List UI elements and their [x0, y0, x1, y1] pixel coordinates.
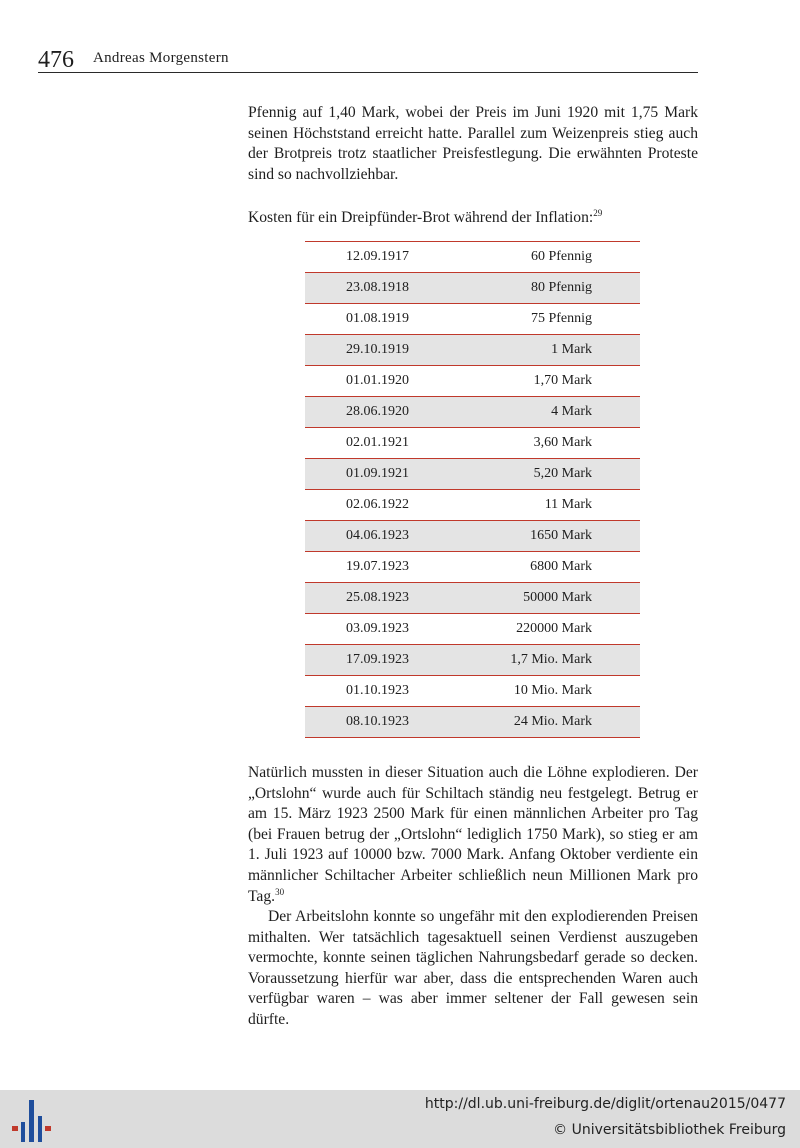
date-cell: 01.09.1921: [346, 466, 409, 481]
date-cell: 12.09.1917: [346, 249, 409, 264]
caption-text: Kosten für ein Dreipfünder-Brot während der Inflation:: [248, 209, 594, 226]
table-row: [305, 583, 640, 614]
table-row: [305, 242, 640, 273]
footnote-ref-29: 29: [593, 208, 603, 218]
price-cell: 11 Mark: [544, 497, 592, 512]
table-row: [305, 645, 640, 676]
footer-bar: [0, 1090, 800, 1148]
date-cell: 01.01.1920: [346, 373, 409, 388]
table-row: [305, 428, 640, 459]
paragraph-3: Der Arbeitslohn konnte so ungefähr mit den explodierenden Preisen mithalten. Wer tatsächlich tagesaktuell seinen Verdienst auszugeben vermochte, konnte seinen täglichen Nahrungsbedarf gerade so decken. Voraussetzung hierfür war aber, dass die entsprechenden Waren auch verfügbar waren – was aber immer seltener der Fall gewesen sein dürfte.: [248, 908, 698, 1028]
date-cell: 08.10.1923: [346, 714, 409, 729]
bread-price-table: [305, 241, 640, 738]
ub-freiburg-logo-icon: [12, 1100, 52, 1142]
table-row: [305, 614, 640, 645]
price-cell: 4 Mark: [551, 404, 592, 419]
date-cell: 19.07.1923: [346, 559, 409, 574]
document-url-link[interactable]: http://dl.ub.uni-freiburg.de/diglit/ortenau2015/0477: [424, 1096, 786, 1112]
date-cell: 03.09.1923: [346, 621, 409, 636]
page-number: 476: [38, 47, 74, 73]
date-cell: 29.10.1919: [346, 342, 409, 357]
table-row: [305, 459, 640, 490]
price-cell: 1,7 Mio. Mark: [510, 652, 592, 667]
date-cell: 23.08.1918: [346, 280, 409, 295]
price-cell: 75 Pfennig: [530, 311, 592, 326]
running-head-author: Andreas Morgenstern: [93, 50, 229, 66]
paragraph-2-text: Natürlich mussten in dieser Situation auch die Löhne explodieren. Der „Ortslohn“ wurde auch für Schiltach ständig neu festgelegt. Betrug er am 15. März 1923 2500 Mark für einen männlichen Arbeiter pro Tag (bei Frauen betrug der „Ortslohn“ lediglich 1750 Mark), so stieg er am 1. Juli 1923 auf 10000 bzw. 7000 Mark. Anfang Oktober verdiente ein männlicher Schiltacher Arbeiter schließlich neun Millionen Mark pro Tag.: [248, 764, 698, 905]
price-cell: 1650 Mark: [530, 528, 592, 543]
table-caption: [248, 208, 698, 229]
table-row: [305, 304, 640, 335]
page-header: [38, 48, 698, 73]
copyright-notice: © Universitätsbibliothek Freiburg: [553, 1122, 786, 1138]
table-row: [305, 707, 640, 738]
table-row: [305, 490, 640, 521]
price-cell: 80 Pfennig: [530, 280, 592, 295]
table-row: [305, 397, 640, 428]
paragraph-1: Pfennig auf 1,40 Mark, wobei der Preis im Juni 1920 mit 1,75 Mark seinen Höchststand erreicht hatte. Parallel zum Weizenpreis stieg auch der Brotpreis trotz staatlicher Preisfestlegung. Die erwähnten Proteste sind so nachvollziehbar.: [248, 104, 698, 183]
price-cell: 24 Mio. Mark: [513, 714, 592, 729]
footnote-ref-30: 30: [275, 886, 285, 897]
table-row: [305, 521, 640, 552]
date-cell: 01.10.1923: [346, 683, 409, 698]
price-cell: 220000 Mark: [516, 621, 592, 636]
price-cell: 50000 Mark: [523, 590, 592, 605]
price-cell: 60 Pfennig: [530, 249, 592, 264]
date-cell: 25.08.1923: [346, 590, 409, 605]
price-cell: 10 Mio. Mark: [513, 683, 592, 698]
price-cell: 6800 Mark: [530, 559, 592, 574]
price-cell: 1 Mark: [551, 342, 592, 357]
date-cell: 17.09.1923: [346, 652, 409, 667]
date-cell: 02.06.1922: [346, 497, 409, 512]
table-row: [305, 676, 640, 707]
date-cell: 28.06.1920: [346, 404, 409, 419]
table-row: [305, 366, 640, 397]
price-cell: 5,20 Mark: [533, 466, 592, 481]
table-row: [305, 273, 640, 304]
table-row: [305, 552, 640, 583]
date-cell: 01.08.1919: [346, 311, 409, 326]
date-cell: 02.01.1921: [346, 435, 409, 450]
table-row: [305, 335, 640, 366]
price-cell: 1,70 Mark: [533, 373, 592, 388]
paragraph-2: [248, 763, 698, 907]
price-cell: 3,60 Mark: [533, 435, 592, 450]
date-cell: 04.06.1923: [346, 528, 409, 543]
